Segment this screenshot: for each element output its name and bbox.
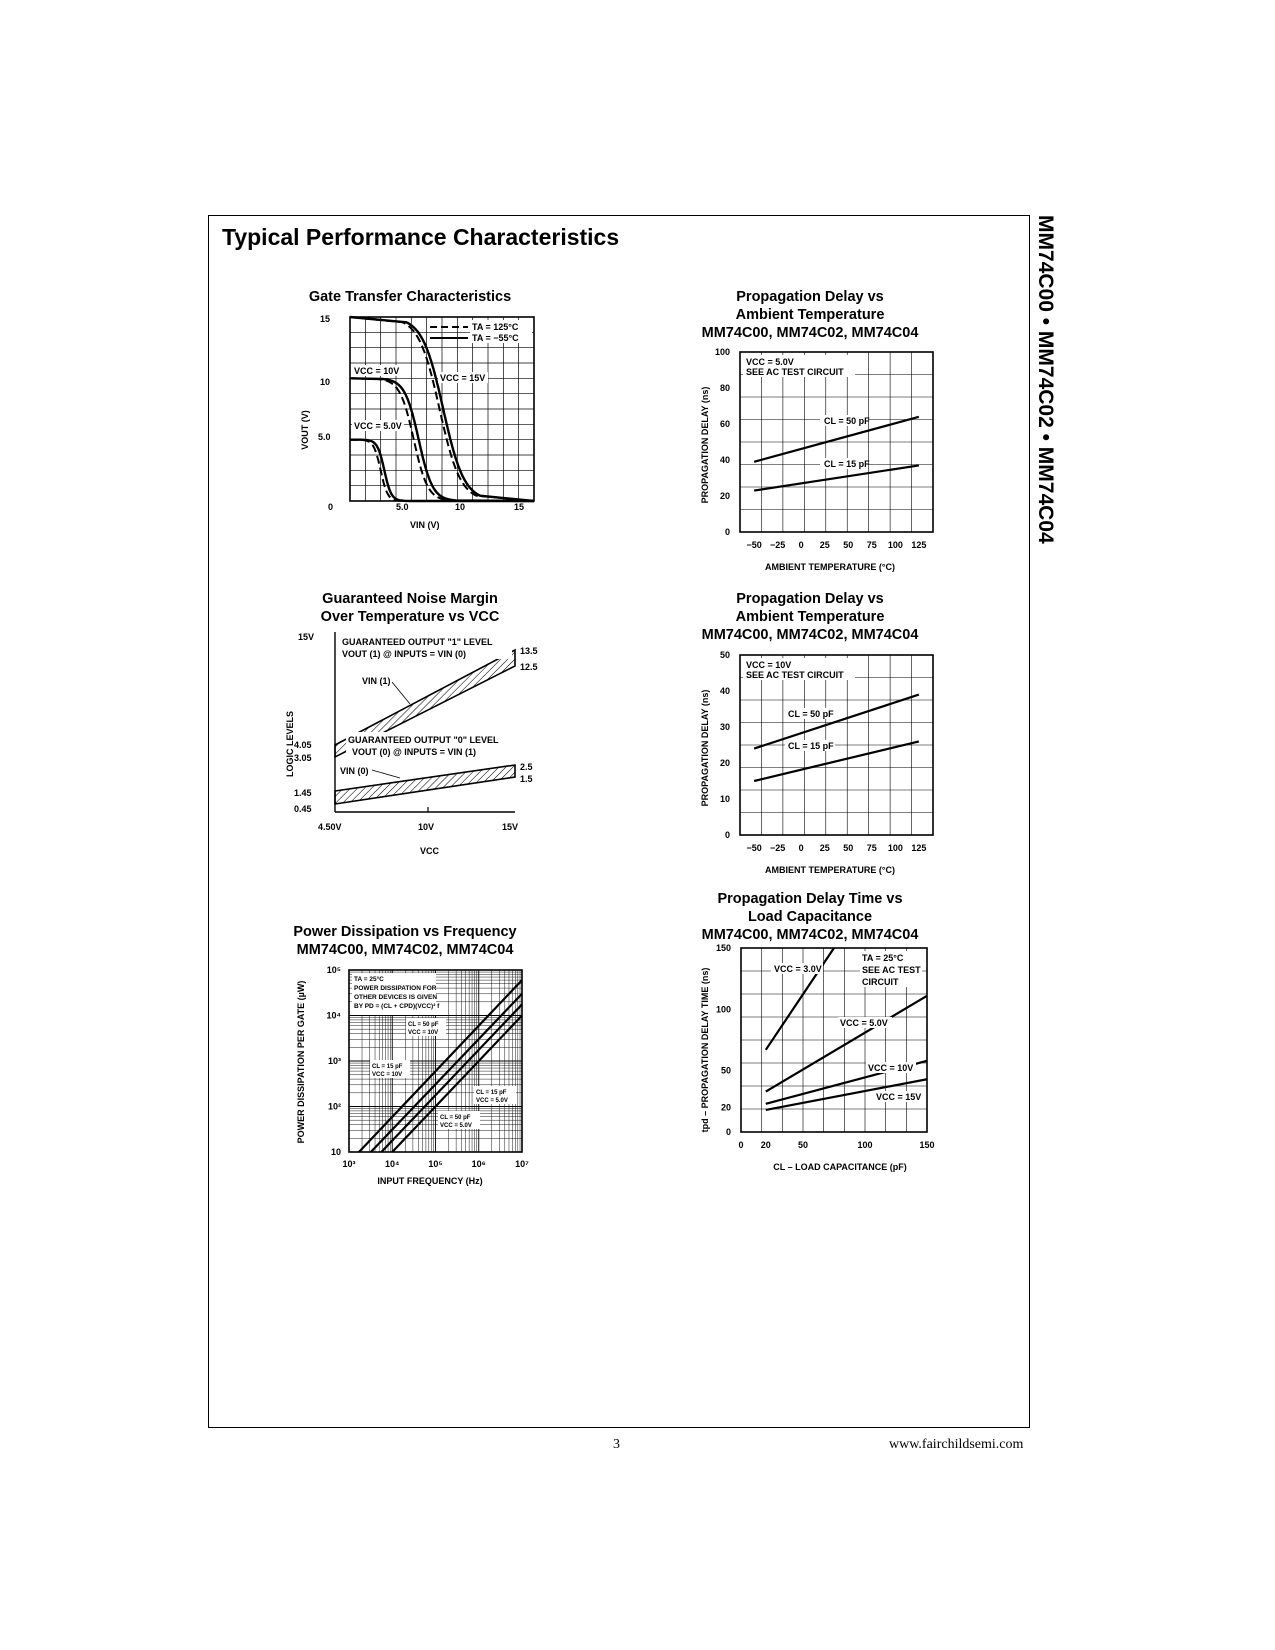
- x-tick-label: 4.50V: [318, 822, 342, 832]
- chart-title-prop-delay-5v: Propagation Delay vs Ambient Temperature MM74C00, MM74C02, MM74C04: [701, 289, 919, 341]
- annotation-label: GUARANTEED OUTPUT "0" LEVEL: [348, 735, 499, 745]
- series-label: VCC = 10V: [868, 1063, 914, 1073]
- series-label: CL = 15 pF: [824, 459, 870, 469]
- x-axis-label: AMBIENT TEMPERATURE (°C): [765, 562, 895, 572]
- x-tick-label: 125: [911, 843, 927, 853]
- y-tick-label: 100: [714, 347, 730, 357]
- x-tick-label: 25: [819, 540, 830, 550]
- y-tick-label: 60: [719, 419, 730, 429]
- x-tick-label: 100: [887, 540, 903, 550]
- chart-prop-delay-5v: [700, 345, 960, 575]
- y-tick-label: 10: [719, 794, 730, 804]
- y-tick-label: 30: [719, 722, 730, 732]
- x-tick-label: −25: [770, 540, 786, 550]
- chart-title-power-dissipation: Power Dissipation vs Frequency MM74C00, MM74C02, MM74C04: [293, 924, 517, 958]
- series-line: [754, 741, 919, 781]
- y-tick-label-right: 13.5: [520, 646, 538, 656]
- x-tick-label: −50: [746, 843, 762, 853]
- note-label: SEE AC TEST CIRCUIT: [746, 670, 844, 680]
- y-tick-label: 15: [320, 314, 331, 324]
- chart-title-prop-delay-10v: Propagation Delay vs Ambient Temperature MM74C00, MM74C02, MM74C04: [701, 591, 919, 643]
- y-tick-label-right: 2.5: [520, 762, 533, 772]
- y-tick-label: 10³: [327, 1056, 341, 1066]
- note-label: OTHER DEVICES IS GIVEN: [354, 994, 438, 1001]
- x-tick-label: 0: [798, 540, 804, 550]
- x-tick-label: 125: [911, 540, 927, 550]
- y-axis-label: VOUT (V): [300, 410, 310, 450]
- annotation-label: VCC = 10V: [372, 1072, 403, 1078]
- footer-url: www.fairchildsemi.com: [889, 1437, 1024, 1452]
- x-tick-label: 100: [857, 1140, 873, 1150]
- annotation-label: CL = 50 pF: [408, 1022, 439, 1028]
- note-label: BY PD = (CL + CPD)(VCC)² f: [354, 1003, 440, 1010]
- chart-title-prop-delay-load: Propagation Delay Time vs Load Capacitance MM74C00, MM74C02, MM74C04: [701, 891, 919, 943]
- y-tick-label: 4.05: [294, 740, 312, 750]
- y-tick-label: 0: [724, 527, 730, 537]
- chart-prop-delay-load: [700, 945, 960, 1175]
- y-axis-label: PROPAGATION DELAY (ns): [700, 386, 710, 504]
- chart-power-dissipation: [290, 962, 550, 1192]
- x-tick-label: 50: [797, 1140, 809, 1150]
- y-tick-label: 10: [330, 1147, 341, 1157]
- annotation-label: CL = 15 pF: [372, 1064, 403, 1070]
- series-label: VCC = 15V: [876, 1092, 922, 1102]
- x-tick-label: 10: [455, 502, 466, 512]
- annotation-label: VIN (0): [340, 766, 369, 776]
- x-tick-label: 15V: [502, 822, 519, 832]
- y-tick-label: 5.0: [318, 432, 331, 442]
- chart-title-noise-margin: Guaranteed Noise Margin Over Temperature vs VCC: [320, 591, 500, 625]
- annotation-label: VCC = 10V: [354, 366, 400, 376]
- y-tick-label: 10: [320, 377, 331, 387]
- y-tick-label: 20: [720, 1102, 731, 1113]
- y-tick-label: 0.45: [294, 804, 312, 814]
- series-label: CL = 50 pF: [824, 416, 870, 426]
- annotation-label: VOUT (1) @ INPUTS = VIN (0): [342, 649, 467, 659]
- x-tick-label: 75: [866, 843, 877, 853]
- annotation-label: CL = 50 pF: [440, 1115, 471, 1121]
- x-tick-label: −25: [770, 843, 786, 853]
- note-label: POWER DISSIPATION FOR: [354, 985, 437, 992]
- note-label: TA = 25°C: [354, 976, 384, 983]
- y-tick-label: 50: [719, 650, 730, 660]
- x-axis-label: VIN (V): [410, 520, 440, 530]
- y-axis-label: tpd – PROPAGATION DELAY TIME (ns): [700, 967, 710, 1133]
- x-axis-label: AMBIENT TEMPERATURE (°C): [765, 865, 895, 875]
- series-line: [766, 996, 927, 1092]
- x-tick-label: 10⁶: [471, 1159, 486, 1169]
- x-tick-label: 25: [819, 843, 830, 853]
- y-tick-label: 0: [725, 1127, 731, 1137]
- page-number: 3: [613, 1437, 620, 1452]
- annotation-label: VCC = 5.0V: [476, 1098, 508, 1104]
- y-tick-label: 100: [715, 1004, 731, 1015]
- y-tick-label: 20: [719, 758, 730, 768]
- y-tick-label: 40: [719, 686, 730, 696]
- annotation-label: VCC = 10V: [408, 1030, 439, 1036]
- x-tick-label: 100: [887, 843, 903, 853]
- note-label: SEE AC TEST CIRCUIT: [746, 367, 844, 377]
- x-tick-label: 15: [514, 502, 525, 512]
- x-tick-label: 10⁷: [515, 1159, 529, 1169]
- x-tick-label: 5.0: [396, 502, 409, 512]
- note-label: VCC = 10V: [746, 660, 792, 670]
- x-tick-label: 10⁵: [428, 1159, 443, 1169]
- y-tick-label: 50: [720, 1065, 731, 1076]
- x-tick-label: 20: [760, 1140, 771, 1150]
- x-tick-label: −50: [746, 540, 762, 550]
- y-tick-label: 10²: [327, 1101, 341, 1112]
- x-tick-label: 10V: [418, 822, 435, 832]
- legend-label: TA = −55°C: [472, 333, 519, 343]
- chart-noise-margin: [280, 632, 580, 862]
- note-label: TA = 25°C: [862, 953, 904, 963]
- y-tick-label: 3.05: [294, 753, 312, 763]
- y-tick-label: 10⁵: [326, 965, 341, 975]
- y-axis-label: LOGIC LEVELS: [285, 710, 295, 778]
- chart-prop-delay-10v: [700, 648, 960, 878]
- annotation-label: VOUT (0) @ INPUTS = VIN (1): [352, 747, 477, 757]
- annotation-label: GUARANTEED OUTPUT "1" LEVEL: [342, 637, 493, 647]
- x-axis-label: VCC: [420, 846, 440, 856]
- y-axis-label: PROPAGATION DELAY (ns): [700, 689, 710, 807]
- y-tick-label: 20: [719, 491, 730, 501]
- series-line: [754, 695, 919, 749]
- y-tick-label: 150: [715, 943, 731, 953]
- series-label: VCC = 5.0V: [840, 1018, 888, 1028]
- y-tick-label: 40: [719, 455, 730, 465]
- chart-gate-transfer: [280, 310, 560, 540]
- chart-title-gate-transfer: Gate Transfer Characteristics: [308, 289, 512, 305]
- note-label: VCC = 5.0V: [746, 357, 794, 367]
- y-axis-label: POWER DISSIPATION PER GATE (µW): [296, 980, 306, 1144]
- y-tick-label: 1.45: [294, 788, 312, 798]
- legend-label: TA = 125°C: [472, 322, 519, 332]
- x-tick-label: 150: [919, 1140, 935, 1150]
- x-tick-label: 0: [798, 843, 804, 853]
- x-tick-label: 10⁴: [385, 1159, 400, 1169]
- x-tick-label: 10³: [342, 1159, 356, 1169]
- series-label: VCC = 3.0V: [774, 964, 822, 974]
- y-tick-label: 80: [719, 383, 730, 393]
- x-axis-label: CL – LOAD CAPACITANCE (pF): [773, 1162, 907, 1172]
- annotation-label: VCC = 15V: [440, 373, 486, 383]
- series-line: [381, 1004, 522, 1152]
- y-tick-label: 15V: [298, 632, 315, 642]
- note-label: SEE AC TEST: [862, 965, 921, 975]
- series-label: CL = 50 pF: [788, 709, 834, 719]
- x-tick-label: 0: [738, 1140, 744, 1150]
- x-tick-label: 50: [843, 843, 854, 853]
- annotation-label: VCC = 5.0V: [440, 1123, 472, 1129]
- x-axis-label: INPUT FREQUENCY (Hz): [377, 1176, 483, 1186]
- y-tick-label: 10⁴: [326, 1010, 341, 1021]
- y-tick-label: 0: [328, 502, 334, 512]
- annotation-label: VCC = 5.0V: [354, 421, 402, 431]
- note-label: CIRCUIT: [862, 977, 899, 987]
- x-tick-label: 50: [843, 540, 854, 550]
- side-title: MM74C00 • MM74C02 • MM74C04: [1034, 215, 1057, 544]
- y-tick-label-right: 1.5: [520, 774, 533, 784]
- y-tick-label-right: 12.5: [520, 662, 538, 672]
- series-label: CL = 15 pF: [788, 741, 834, 751]
- annotation-label: VIN (1): [362, 676, 391, 686]
- annotation-label: CL = 15 pF: [476, 1090, 507, 1096]
- y-tick-label: 0: [724, 830, 730, 840]
- section-title: Typical Performance Characteristics: [222, 224, 620, 250]
- x-tick-label: 75: [866, 540, 877, 550]
